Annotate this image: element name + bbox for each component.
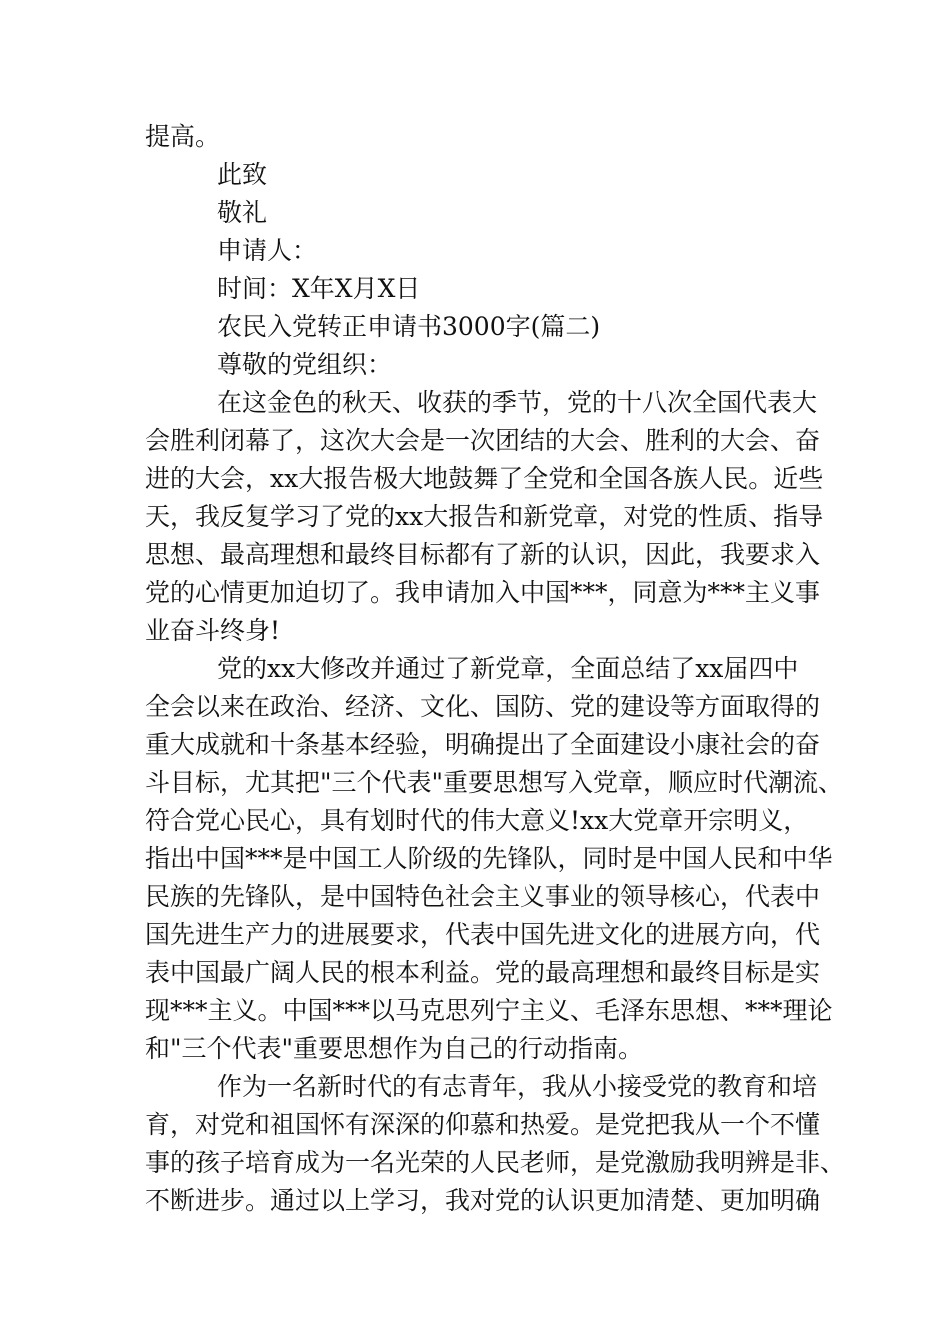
text-line: 重大成就和十条基本经验，明确提出了全面建设小康社会的奋 [145,730,821,759]
text-line: 思想、最高理想和最终目标都有了新的认识，因此，我要求入 [145,540,821,569]
text-line: 全会以来在政治、经济、文化、国防、党的建设等方面取得的 [145,692,821,721]
text-line: 业奋斗终身! [145,616,281,645]
text-line: 会胜利闭幕了，这次大会是一次团结的大会、胜利的大会、奋 [145,426,821,455]
text-line: 国先进生产力的进展要求，代表中国先进文化的进展方向，代 [145,920,821,949]
text-line: 敬礼 [217,198,268,227]
text-line: 天，我反复学习了党的xx大报告和新党章，对党的性质、指导 [145,502,824,531]
text-line: 党的心情更加迫切了。我申请加入中国***，同意为***主义事 [145,578,821,607]
text-line: 符合党心民心，具有划时代的伟大意义!xx大党章开宗明义， [145,806,809,835]
text-line: 尊敬的党组织： [217,350,393,379]
text-line: 作为一名新时代的有志青年，我从小接受党的教育和培 [217,1072,818,1101]
text-line: 表中国最广阔人民的根本利益。党的最高理想和最终目标是实 [145,958,821,987]
text-line: 时间：X年X月X日 [217,274,421,303]
text-line: 育，对党和祖国怀有深深的仰慕和热爱。是党把我从一个不懂 [145,1110,821,1139]
text-line: 申请人： [217,236,318,265]
text-line: 现***主义。中国***以马克思列宁主义、毛泽东思想、***理论 [145,996,833,1025]
text-line: 此致 [217,160,268,189]
text-line: 不断进步。通过以上学习，我对党的认识更加清楚、更加明确 [145,1186,821,1215]
text-line: 斗目标，尤其把"三个代表"重要思想写入党章，顺应时代潮流、 [145,768,844,797]
text-line: 事的孩子培育成为一名光荣的人民老师，是党激励我明辨是非、 [145,1148,846,1177]
document-body [145,118,846,1220]
text-line: 民族的先锋队，是中国特色社会主义事业的领导核心，代表中 [145,882,821,911]
text-line: 在这金色的秋天、收获的季节，党的十八次全国代表大 [217,388,818,417]
text-line: 党的xx大修改并通过了新党章，全面总结了xx届四中 [217,654,799,683]
text-line: 进的大会，xx大报告极大地鼓舞了全党和全国各族人民。近些 [145,464,824,493]
text-line: 农民入党转正申请书3000字(篇二) [217,312,601,341]
text-line: 指出中国***是中国工人阶级的先锋队，同时是中国人民和中华 [145,844,833,873]
text-line: 提高。 [145,122,221,151]
text-line: 和"三个代表"重要思想作为自己的行动指南。 [145,1034,643,1063]
